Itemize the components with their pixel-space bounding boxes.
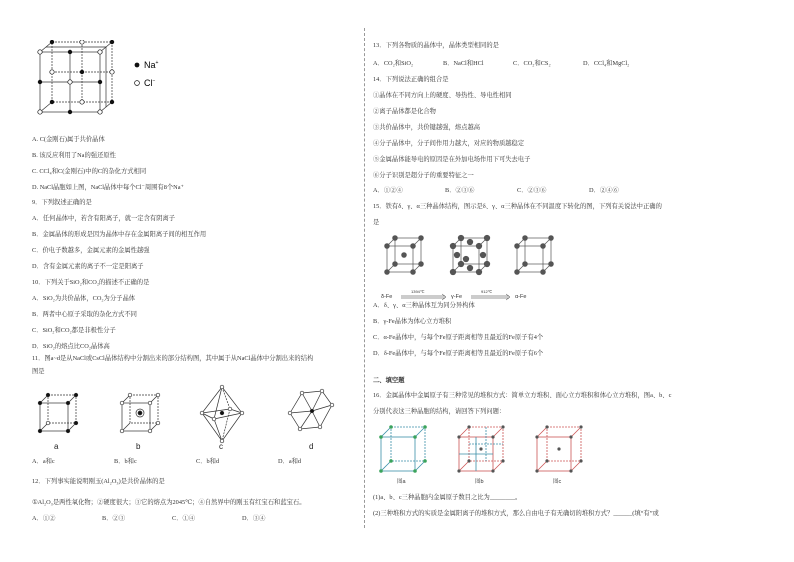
q9-stem: 9．下列叙述正确的是 bbox=[32, 199, 92, 206]
q14-options bbox=[373, 187, 619, 195]
q14-item-1: ①晶体在不同方向上的硬度、导热性、导电性相同 bbox=[373, 92, 512, 99]
figure-b-fcc bbox=[457, 425, 504, 472]
prev-question-option-a: A. C(金刚石)属于共价晶体 bbox=[32, 136, 105, 143]
q14-option-b: B．②③⑥ bbox=[445, 187, 475, 194]
q10-option-c: C．SiO₂和CO₂都是非极性分子 bbox=[32, 327, 116, 334]
q16-stem-cont: 分别代表这三种晶胞的结构，请回答下列问题： bbox=[373, 408, 506, 415]
q15-option-c: C．α-Fe晶体中，与每个Fe原子距离相等且最近的Fe原子有4个 bbox=[373, 334, 544, 341]
q13-option-b: B．NaCl和HCl bbox=[443, 60, 484, 67]
metal-stacking-figures bbox=[379, 423, 639, 487]
q11-option-b: B．b和c bbox=[114, 458, 137, 465]
q14-item-2: ②离子晶体都是化合物 bbox=[373, 108, 436, 115]
q12-option-b: B．②③ bbox=[102, 515, 126, 522]
figure-a-simple-cubic bbox=[379, 425, 427, 473]
q14-item-5: ⑤金属晶体能导电的原因是在外加电场作用下可失去电子 bbox=[373, 156, 531, 163]
q11-figures bbox=[32, 383, 357, 455]
q12-option-d: D．③④ bbox=[242, 515, 266, 522]
q10-option-b: B．两者中心原子采取的杂化方式不同 bbox=[32, 311, 137, 318]
figure-c bbox=[200, 385, 244, 443]
q15-stem-cont: 是 bbox=[373, 219, 380, 226]
q13-stem: 13．下列各物质的晶体中，晶体类型相同的是 bbox=[373, 42, 499, 49]
q14-option-d: D．②④⑥ bbox=[589, 187, 619, 194]
q14-item-4: ④分子晶体中，分子间作用力越大，对应的物质越稳定 bbox=[373, 140, 525, 147]
q16-stem: 16．金属晶体中金属原子有三种常见的堆积方式：简单立方堆积、面心立方堆积和体心立方堆积，图a、b、c bbox=[373, 392, 672, 399]
q12-options bbox=[32, 515, 265, 523]
temp-1394: 1394℃ bbox=[411, 289, 425, 294]
q9-option-c: C．价电子数越多，金属元素的金属性越强 bbox=[32, 247, 150, 254]
q11-stem-cont: 图是 bbox=[32, 368, 45, 375]
figure-d bbox=[288, 389, 334, 431]
q11-option-c: C．b和d bbox=[196, 458, 220, 465]
q13-options bbox=[373, 60, 629, 68]
prev-question-option-b: B. 该反应利用了Na的强还原性 bbox=[32, 152, 116, 159]
q9-option-a: A．任何晶体中，若含有阳离子，就一定含有阴离子 bbox=[32, 215, 176, 222]
q15-stem: 15．铁有δ、γ、α三种晶体结构，图示是δ、γ、α三种晶体在不同温度下转化的图，下列有关说法中正确的 bbox=[373, 203, 662, 210]
fig-c-caption: 图c bbox=[553, 479, 562, 485]
q10-stem: 10．下列关于SiO₂和CO₂的描述不正确的是 bbox=[32, 279, 150, 286]
section-fill-in-heading: 二、填空题 bbox=[373, 377, 405, 384]
q16-sub-2: (2)三种堆积方式的实质是金属阳离子的堆积方式，那么自由电子有无确切的堆积方式？______(填“有”或 bbox=[373, 510, 659, 517]
cl-legend-dot bbox=[135, 81, 140, 86]
gamma-fe-label: γ-Fe bbox=[451, 294, 462, 300]
q12-option-c: C．①④ bbox=[172, 515, 196, 522]
q14-option-c: C．②③⑥ bbox=[517, 187, 547, 194]
q15-option-a: A．δ、γ、α三种晶体互为同分异构体 bbox=[373, 302, 475, 309]
alpha-fe-cell bbox=[515, 236, 554, 275]
q15-option-b: B．γ-Fe晶体为体心立方堆积 bbox=[373, 318, 452, 325]
figure-c-bcc bbox=[535, 425, 582, 472]
q11-option-a: A．a和c bbox=[32, 458, 55, 465]
figure-a bbox=[38, 393, 78, 433]
na-legend-dot bbox=[135, 63, 140, 68]
q12-option-a: A．①② bbox=[32, 515, 56, 522]
q10-option-a: A．SiO₂为共价晶体，CO₂为分子晶体 bbox=[32, 295, 136, 302]
figure-b-label: b bbox=[136, 442, 141, 451]
q11-options bbox=[32, 458, 301, 466]
prev-question-option-d: D. NaCl晶胞如上图，NaCl晶体中每个Cl⁻周围有8个Na⁺ bbox=[32, 184, 184, 191]
q12-stem: 12．下列事实能说明刚玉(Al₂O₃)是共价晶体的是 bbox=[32, 478, 165, 485]
q11-option-d: D．a和d bbox=[278, 458, 302, 465]
na-legend-label: Na+ bbox=[144, 60, 159, 70]
q15-option-d: D．δ-Fe晶体中，与每个Fe原子距离相等且最近的Fe原子有6个 bbox=[373, 350, 544, 357]
fig-b-caption: 图b bbox=[475, 479, 484, 485]
q16-sub-1: (1)a、b、c三种晶胞内金属原子数目之比为________。 bbox=[373, 494, 522, 501]
cl-legend-label: Cl− bbox=[144, 78, 156, 88]
q13-option-c: C．CO₂和CS₂ bbox=[513, 60, 551, 67]
fig-a-caption: 图a bbox=[397, 479, 406, 485]
q14-item-3: ③共价晶体中，共价键越强，熔点越高 bbox=[373, 124, 481, 131]
delta-fe-label: δ-Fe bbox=[381, 294, 393, 300]
q9-option-b: B．金属晶体的形成是因为晶体中存在金属阳离子间的相互作用 bbox=[32, 231, 207, 238]
figure-c-label: c bbox=[219, 442, 223, 451]
nacl-lattice-figure bbox=[32, 40, 192, 125]
temp-912: 912℃ bbox=[481, 289, 493, 294]
column-divider bbox=[364, 28, 365, 528]
gamma-fe-cell bbox=[450, 235, 490, 275]
delta-fe-cell bbox=[385, 236, 424, 275]
fe-structures-figure bbox=[381, 232, 581, 294]
q12-facts: ①Al₂O₃是两性氧化物；②硬度很大；③它的熔点为2045℃；④自然界中的刚玉有红宝石和蓝宝石。 bbox=[32, 499, 306, 506]
left-column bbox=[32, 0, 357, 562]
figure-a-label: a bbox=[54, 442, 59, 451]
q14-item-6: ⑥分子识别是超分子的重要特征之一 bbox=[373, 172, 474, 179]
q13-option-a: A．CO₂和SiO₂ bbox=[373, 60, 414, 67]
q14-stem: 14．下列说法正确的组合是 bbox=[373, 76, 449, 83]
q10-option-d: D．SiO₂的熔点比CO₂晶体高 bbox=[32, 343, 110, 350]
q13-option-d: D．CCl₄和MgCl₂ bbox=[583, 60, 630, 67]
q9-option-d: D．含有金属元素的离子不一定是阳离子 bbox=[32, 263, 144, 270]
figure-d-label: d bbox=[309, 442, 314, 451]
alpha-fe-label: α-Fe bbox=[515, 294, 527, 300]
prev-question-option-c: C. CCl₄和C(金刚石)中的C的杂化方式相同 bbox=[32, 168, 147, 175]
fe-conversion-chain bbox=[381, 287, 581, 303]
figure-b bbox=[120, 393, 160, 433]
right-column bbox=[373, 0, 773, 562]
q11-stem: 11．图a~d是从NaCl或CsCl晶体结构中分割出来的部分结构图，其中属于从NaCl晶体中分割出来的结构 bbox=[32, 355, 314, 362]
q14-option-a: A．①②④ bbox=[373, 187, 403, 194]
